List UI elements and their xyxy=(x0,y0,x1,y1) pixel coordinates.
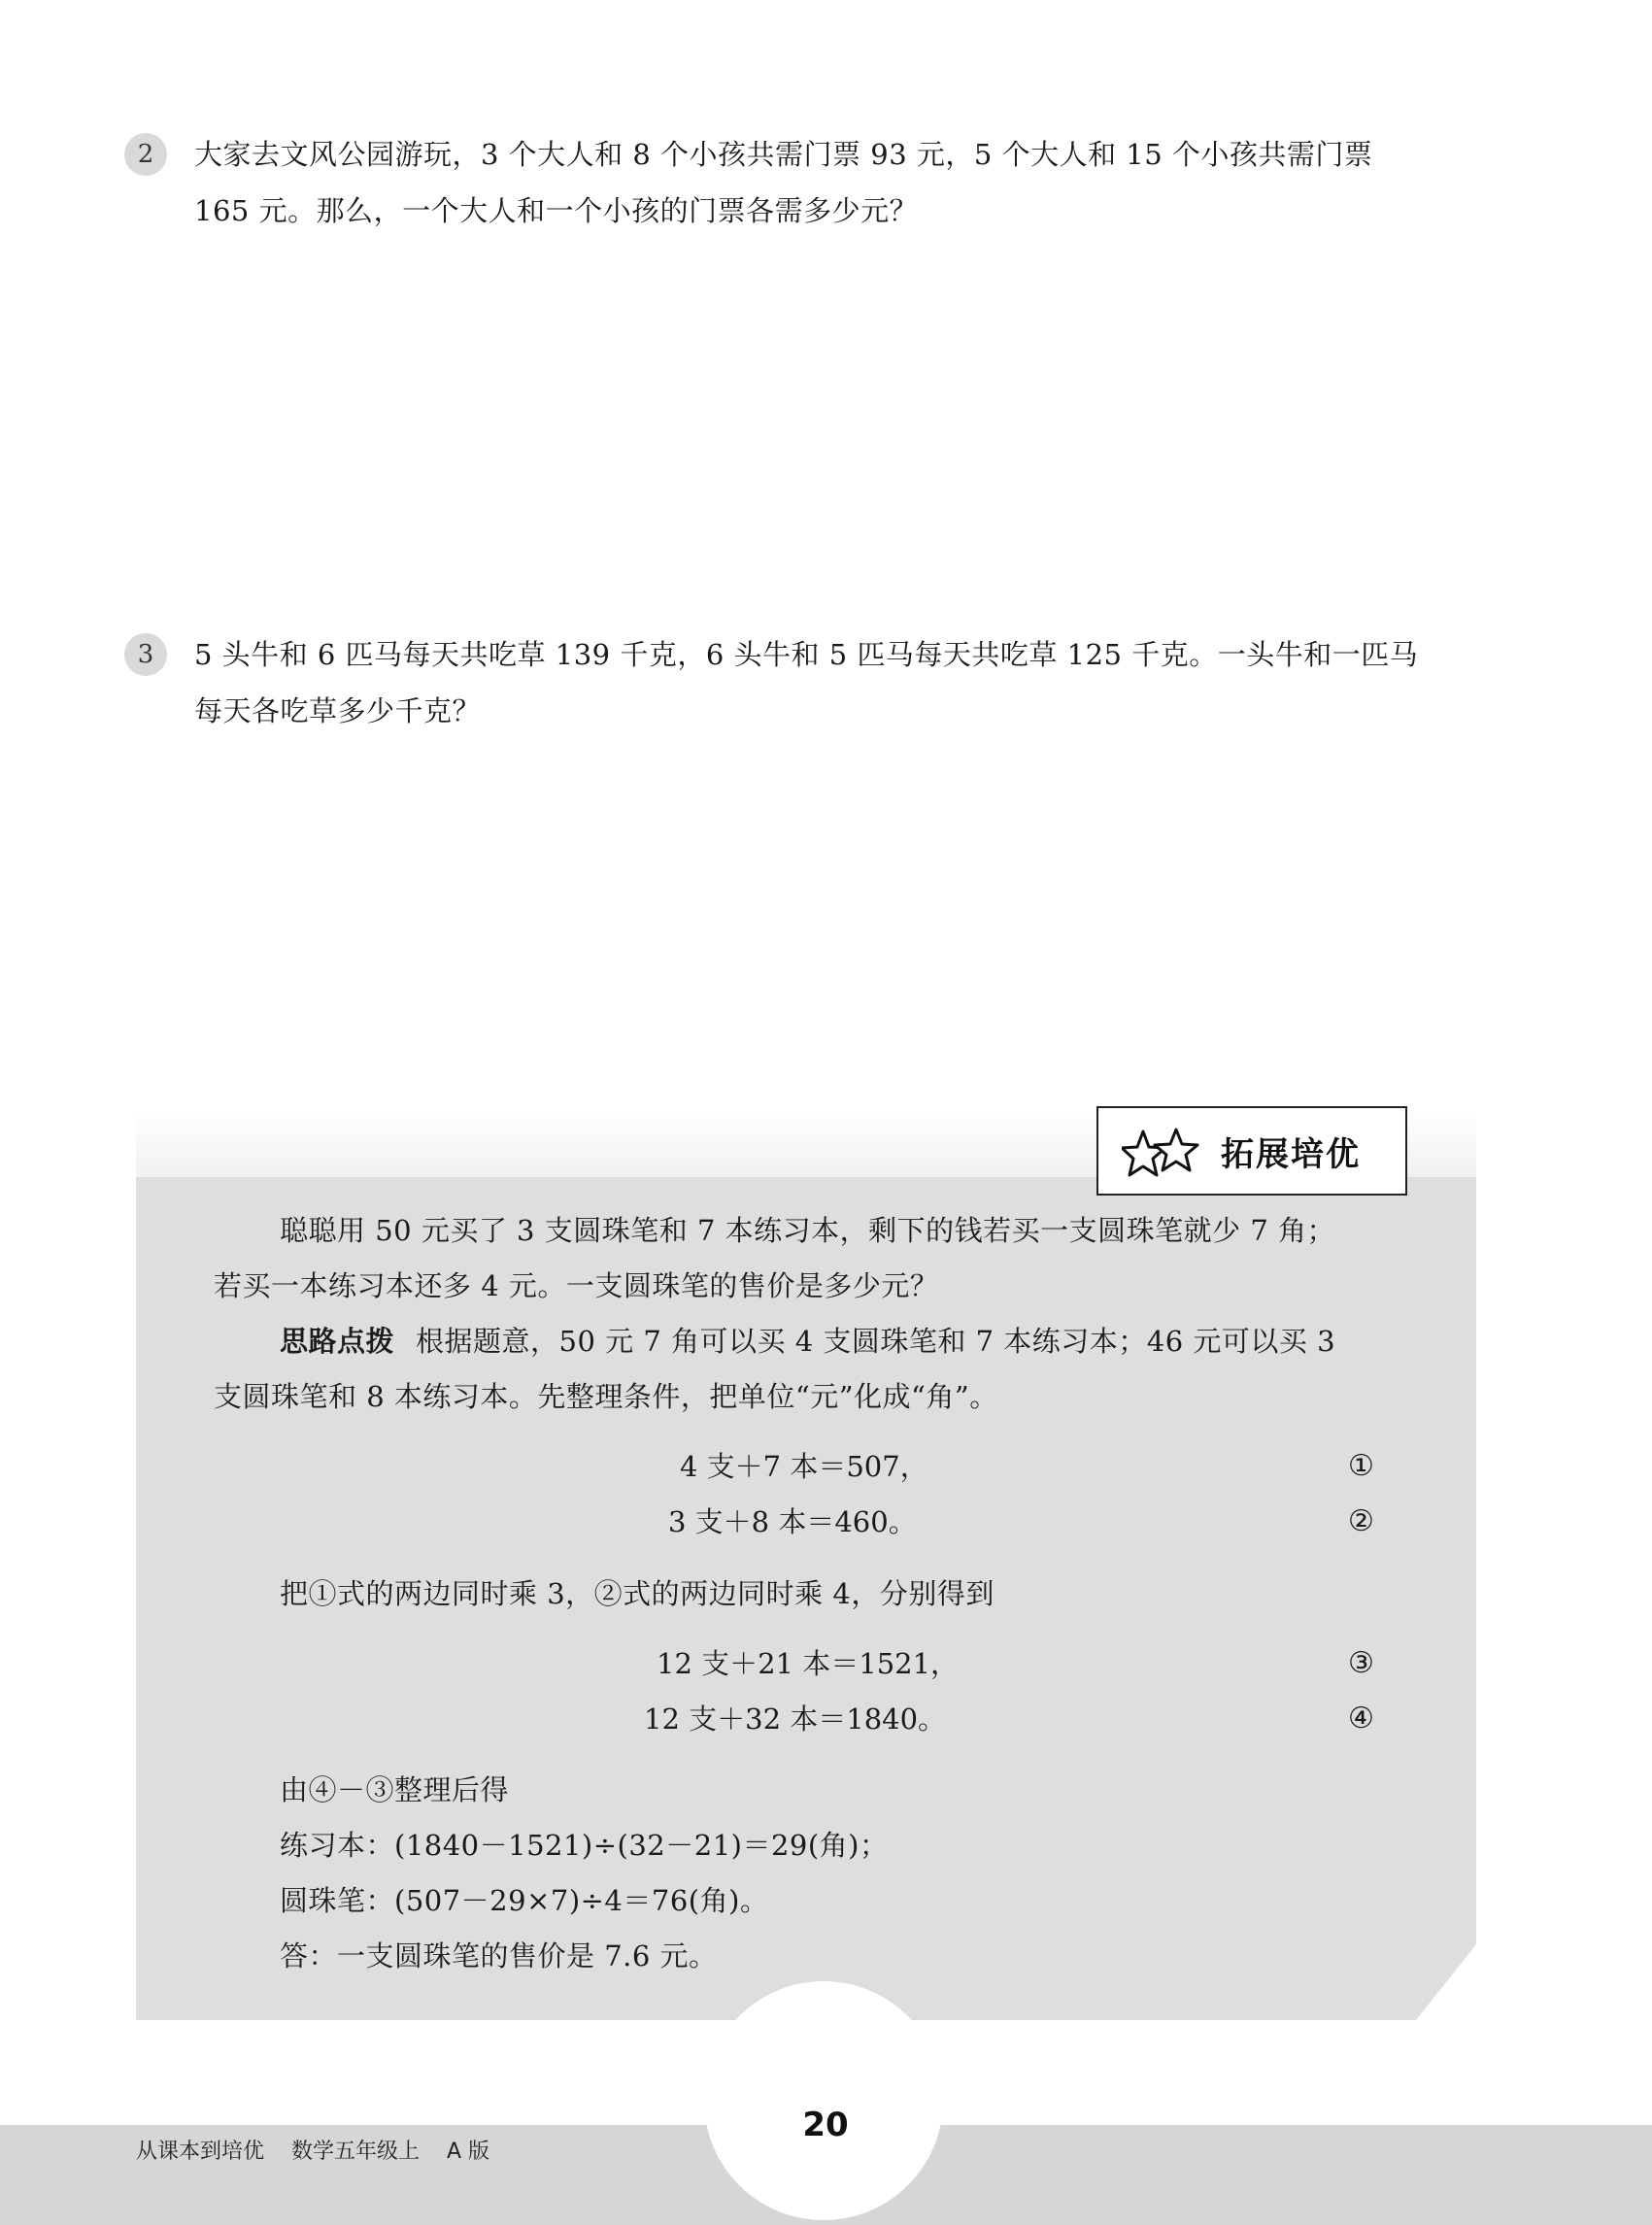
problem-line: 每天各吃草多少千克？ xyxy=(194,694,482,727)
hint-label: 思路点拨 xyxy=(280,1325,395,1358)
problem-text xyxy=(194,126,1484,239)
extension-title: 拓展培优 xyxy=(1221,1135,1361,1174)
double-star-icon xyxy=(1122,1126,1205,1180)
solution-line: 练习本：(1840－1521)÷(32－21)＝29(角)； xyxy=(280,1829,889,1862)
solution-line: 由④－③整理后得 xyxy=(280,1773,510,1806)
problem-3 xyxy=(124,626,1484,739)
hint-text: 根据题意，50 元 7 角可以买 4 支圆珠笔和 7 本练习本；46 元可以买 3 xyxy=(416,1325,1336,1358)
equation-number: ② xyxy=(1348,1504,1374,1538)
equation-number: ④ xyxy=(1348,1702,1374,1736)
equation: 12 支＋21 本＝1521， xyxy=(657,1647,960,1680)
hint-line xyxy=(280,1322,1335,1361)
hint-line: 支圆珠笔和 8 本练习本。先整理条件，把单位“元”化成“角”。 xyxy=(214,1380,998,1413)
page-number-circle xyxy=(704,1981,943,2220)
problem-number-badge: 3 xyxy=(124,633,167,676)
equation-number: ③ xyxy=(1348,1646,1374,1680)
question-line: 若买一本练习本还多 4 元。一支圆珠笔的售价是多少元？ xyxy=(214,1269,939,1302)
book-title: 从课本到培优 数学五年级上 A 版 xyxy=(136,2140,489,2164)
equation-number: ① xyxy=(1348,1449,1374,1483)
problem-text xyxy=(194,626,1484,739)
answer-line: 答：一支圆珠笔的售价是 7.6 元。 xyxy=(280,1939,718,1972)
problem-line: 大家去文风公园游玩，3 个大人和 8 个小孩共需门票 93 元，5 个大人和 15 个小孩共需门票 xyxy=(194,138,1373,171)
equation: 12 支＋32 本＝1840。 xyxy=(644,1702,947,1736)
extension-header xyxy=(1096,1106,1407,1196)
equation: 3 支＋8 本＝460。 xyxy=(668,1505,917,1538)
problem-line: 5 头牛和 6 匹马每天共吃草 139 千克，6 头牛和 5 匹马每天共吃草 125 千克。一头牛和一匹马 xyxy=(194,638,1419,671)
problem-line: 165 元。那么，一个大人和一个小孩的门票各需多少元？ xyxy=(194,194,919,227)
page-number: 20 xyxy=(802,2106,849,2144)
question-line: 聪聪用 50 元买了 3 支圆珠笔和 7 本练习本，剩下的钱若买一支圆珠笔就少 7 角； xyxy=(280,1214,1336,1247)
problem-2 xyxy=(124,126,1484,239)
problem-number-badge: 2 xyxy=(124,133,167,176)
solution-line: 圆珠笔：(507－29×7)÷4＝76(角)。 xyxy=(280,1884,769,1917)
equation: 4 支＋7 本＝507， xyxy=(680,1450,928,1483)
multiply-line: 把①式的两边同时乘 3，②式的两边同时乘 4，分别得到 xyxy=(280,1577,995,1610)
